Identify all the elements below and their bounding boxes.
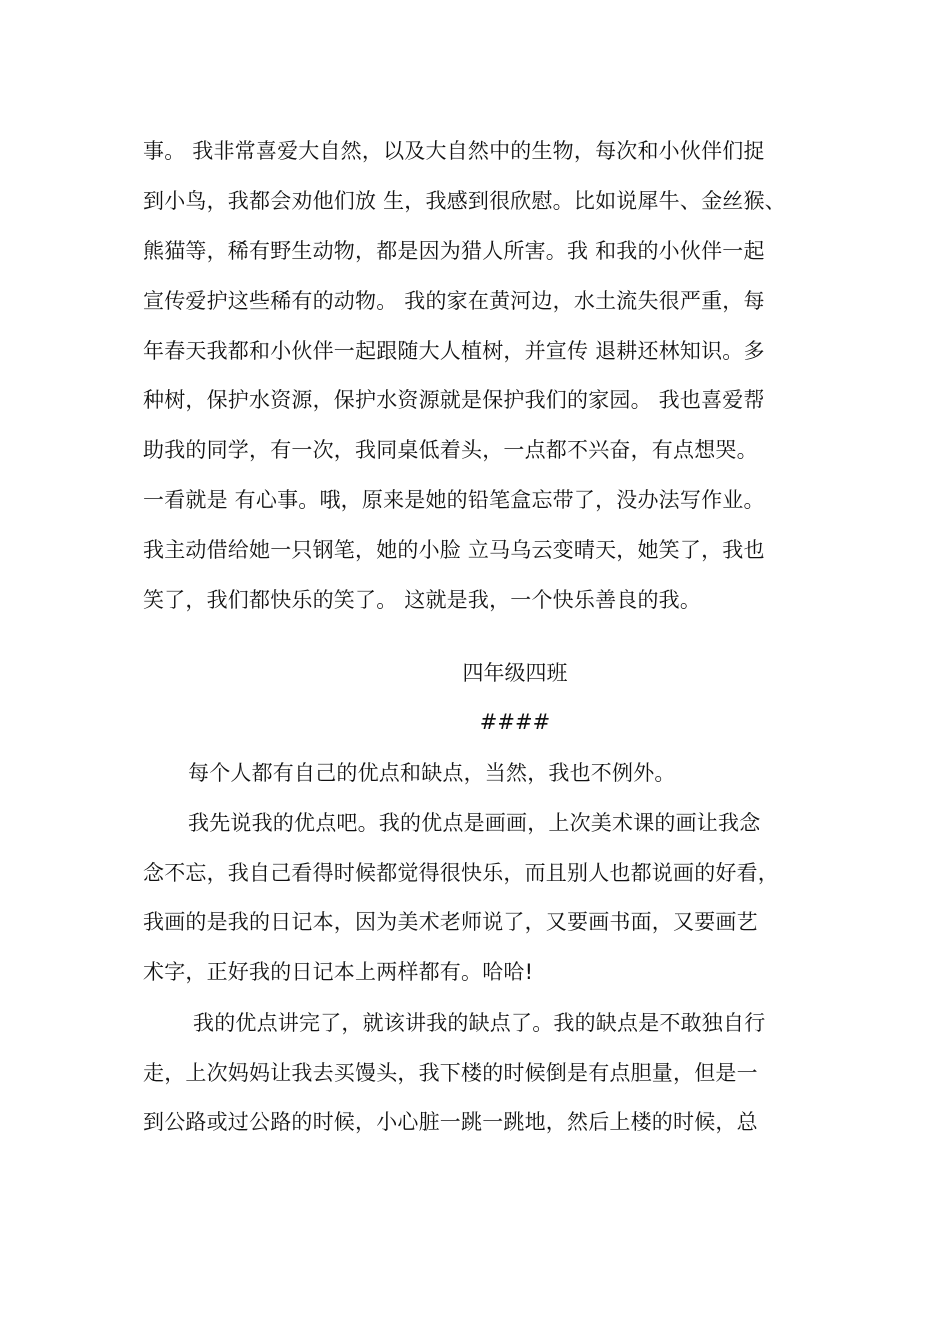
author-name: #### xyxy=(479,710,551,734)
text-line: 熊猫等，稀有野生动物，都是因为猎人所害。我 和我的小伙伴一起 xyxy=(143,239,765,263)
paragraph-1: 每个人都有自己的优点和缺点，当然，我也不例外。 xyxy=(188,761,676,785)
paragraph-2-line: 术字，正好我的日记本上两样都有。哈哈! xyxy=(143,960,534,984)
paragraph-3-line: 我的优点讲完了，就该讲我的缺点了。我的缺点是不敢独自行 xyxy=(193,1011,766,1035)
text-line: 种树，保护水资源，保护水资源就是保护我们的家园。 我也喜爱帮 xyxy=(143,388,765,412)
text-line: 我主动借给她一只钢笔，她的小脸 立马乌云变晴天，她笑了，我也 xyxy=(143,538,765,562)
paragraph-3-line: 走，上次妈妈让我去买馒头，我下楼的时候倒是有点胆量，但是一 xyxy=(143,1061,758,1085)
text-line: 一看就是 有心事。哦，原来是她的铅笔盒忘带了，没办法写作业。 xyxy=(143,488,765,512)
class-name-heading: 四年级四班 xyxy=(462,661,568,685)
text-line: 年春天我都和小伙伴一起跟随大人植树，并宣传 退耕还林知识。多 xyxy=(143,339,765,363)
text-line: 事。 我非常喜爱大自然，以及大自然中的生物，每次和小伙伴们捉 xyxy=(143,139,765,163)
paragraph-2-line: 我画的是我的日记本，因为美术老师说了，又要画书面，又要画艺 xyxy=(143,910,758,934)
paragraph-3-line: 到公路或过公路的时候，小心脏一跳一跳地，然后上楼的时候，总 xyxy=(143,1110,758,1134)
text-line: 到小鸟，我都会劝他们放 生，我感到很欣慰。比如说犀牛、金丝猴、 xyxy=(143,189,786,213)
text-line: 笑了，我们都快乐的笑了。 这就是我，一个快乐善良的我。 xyxy=(143,588,702,612)
text-line: 宣传爱护这些稀有的动物。 我的家在黄河边，水土流失很严重，每 xyxy=(143,289,765,313)
paragraph-2-line: 念不忘，我自己看得时候都觉得很快乐，而且别人也都说画的好看， xyxy=(143,861,779,885)
paragraph-2-line: 我先说我的优点吧。我的优点是画画，上次美术课的画让我念 xyxy=(188,811,761,835)
text-line: 助我的同学，有一次，我同桌低着头，一点都不兴奋，有点想哭。 xyxy=(143,438,758,462)
